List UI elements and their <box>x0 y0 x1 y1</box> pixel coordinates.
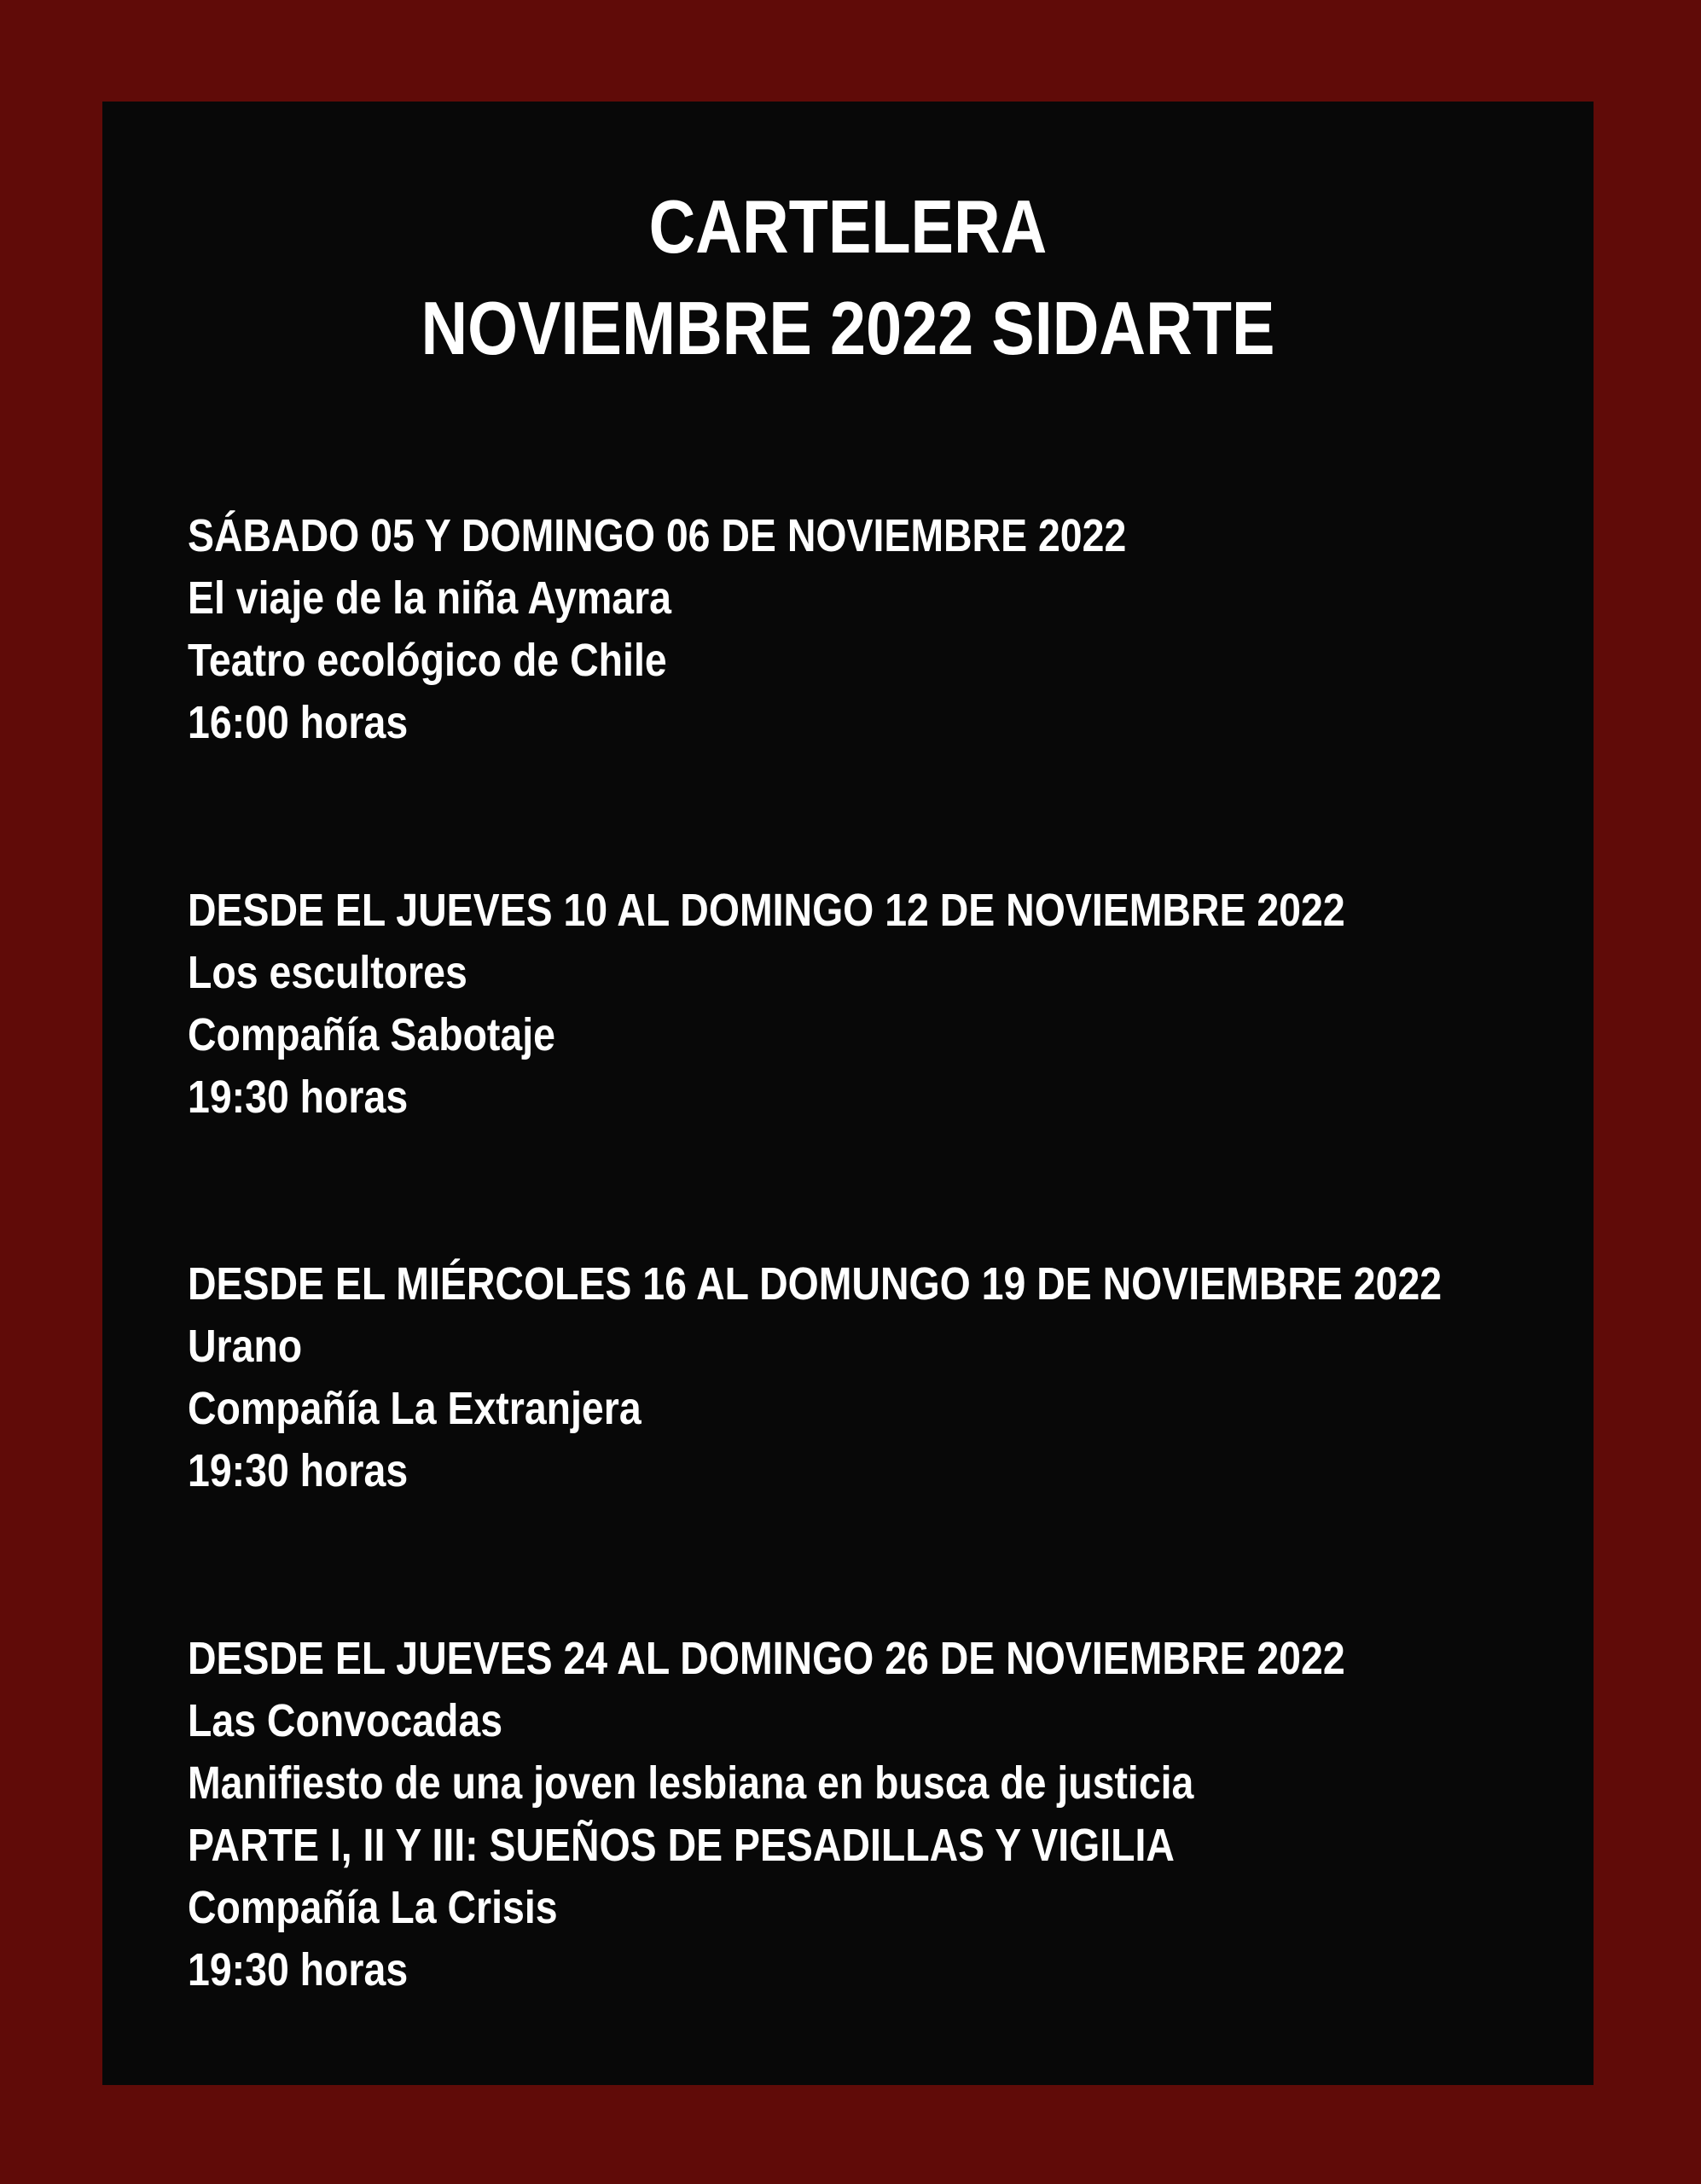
event-entry <box>188 1253 1587 1502</box>
event-entry <box>188 880 1587 1129</box>
event-company: Compañía La Extranjera <box>188 1383 642 1434</box>
event-time: 19:30 horas <box>188 1072 409 1123</box>
event-title: Los escultores <box>188 947 467 998</box>
event-subtitle: Manifiesto de una joven lesbiana en busca de justicia <box>188 1757 1194 1809</box>
poster-panel <box>102 102 1594 2085</box>
event-time: 19:30 horas <box>188 1944 409 1995</box>
poster-title: CARTELERA <box>648 184 1048 269</box>
event-entry <box>188 505 1587 754</box>
event-date: DESDE EL MIÉRCOLES 16 AL DOMUNGO 19 DE NOVIEMBRE 2022 <box>188 1258 1443 1310</box>
event-date: DESDE EL JUEVES 10 AL DOMINGO 12 DE NOVIEMBRE 2022 <box>188 885 1345 936</box>
event-company: Compañía Sabotaje <box>188 1009 555 1060</box>
event-time: 19:30 horas <box>188 1445 409 1496</box>
event-time: 16:00 horas <box>188 697 409 748</box>
event-company: Compañía La Crisis <box>188 1882 558 1933</box>
event-title: Urano <box>188 1321 303 1372</box>
event-date: DESDE EL JUEVES 24 AL DOMINGO 26 DE NOVIEMBRE 2022 <box>188 1633 1345 1684</box>
event-parts: PARTE I, II Y III: SUEÑOS DE PESADILLAS Y VIGILIA <box>188 1820 1175 1871</box>
poster-subtitle: NOVIEMBRE 2022 SIDARTE <box>421 286 1275 370</box>
event-date: SÁBADO 05 Y DOMINGO 06 DE NOVIEMBRE 2022 <box>188 510 1127 561</box>
event-title: El viaje de la niña Aymara <box>188 572 672 624</box>
event-company: Teatro ecológico de Chile <box>188 635 667 686</box>
event-entry <box>188 1628 1587 2001</box>
event-title: Las Convocadas <box>188 1695 503 1746</box>
